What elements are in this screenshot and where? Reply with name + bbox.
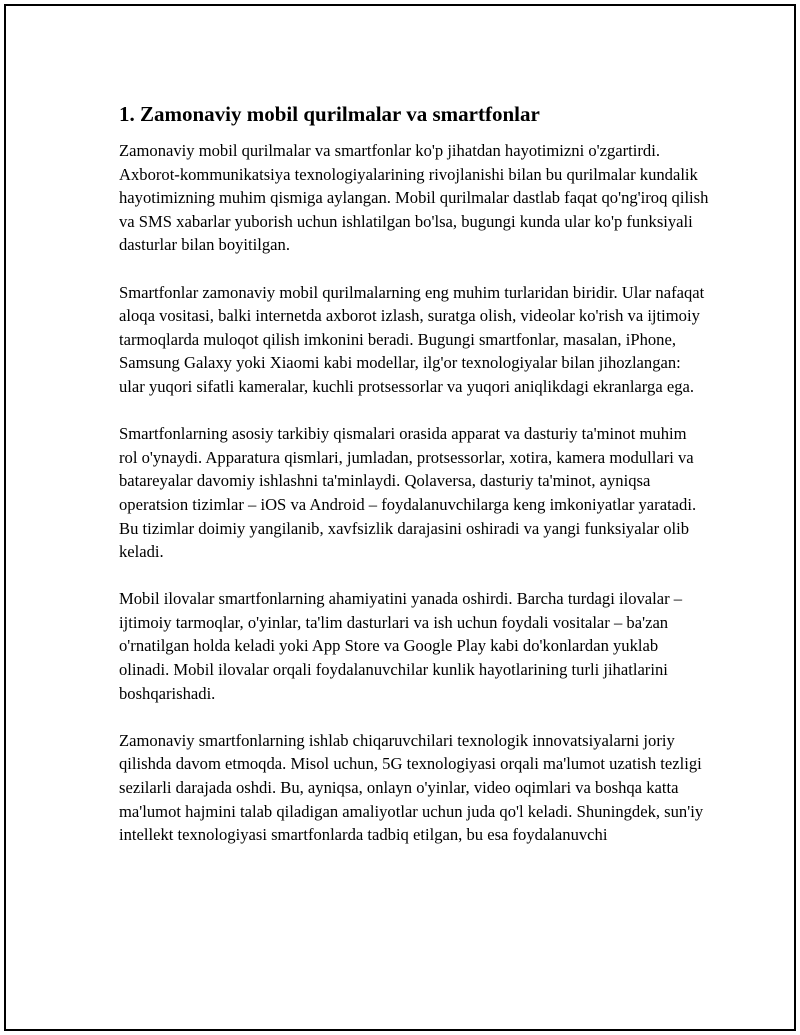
paragraph-1: Zamonaviy mobil qurilmalar va smartfonlar ko'p jihatdan hayotimizni o'zgartirdi. Axborot-kommunikatsiya texnologiyalarining rivojlanishi bilan bu qurilmalar kundalik hayotimizning muhim qismiga aylangan. Mobil qurilmalar dastlab faqat qo'ng'iroq qilish va SMS xabarlar yuborish uchun ishlatilgan bo'lsa, bugungi kunda ular ko'p funksiyali dasturlar bilan boyitilgan. [119, 141, 709, 255]
paragraph-5: Zamonaviy smartfonlarning ishlab chiqaruvchilari texnologik innovatsiyalarni joriy qilishda davom etmoqda. Misol uchun, 5G texnologiyasi orqali ma'lumot uzatish tezligi sezilarli darajada oshdi. Bu, ayniqsa, onlayn o'yinlar, video oqimlari va boshqa katta ma'lumot hajmini talab qiladigan amaliyotlar uchun juda qo'l keladi. Shuningdek, sun'iy intellekt texnologiyasi smartfonlarda tadbiq etilgan, bu esa foydalanuvchi [119, 730, 704, 845]
page-frame [4, 4, 796, 1031]
section-heading: 1. Zamonaviy mobil qurilmalar va smartfonlar [119, 102, 540, 126]
paragraph-3: Smartfonlarning asosiy tarkibiy qismalari orasida apparat va dasturiy ta'minot muhim rol o'ynaydi. Apparatura qismlari, jumladan, protsessorlar, xotira, kamera modullari va batareyalar davomiy ishlashni ta'minlaydi. Qolaversa, dasturiy ta'minot, ayniqsa operatsion tizimlar – iOS va Android – foydalanuvchilarga keng imkoniyatlar yaratadi. Bu tizimlar doimiy yangilanib, xavfsizlik darajasini oshiradi va yangi funksiyalar olib keladi. [119, 424, 697, 562]
paragraph-4: Mobil ilovalar smartfonlarning ahamiyatini yanada oshirdi. Barcha turdagi ilovalar – ijtimoiy tarmoqlar, o'yinlar, ta'lim dasturlari va ish uchun foydali vositalar – ba'zan o'rnatilgan holda keladi yoki App Store va Google Play kabi do'konlardan yuklab olinadi. Mobil ilovalar orqali foydalanuvchilar kunlik hayotlarining turli jihatlarini boshqarishadi. [119, 589, 683, 703]
document-body [119, 101, 709, 870]
paragraph-2: Smartfonlar zamonaviy mobil qurilmalarning eng muhim turlaridan biridir. Ular nafaqat aloqa vositasi, balki internetda axborot izlash, suratga olish, videolar ko'rish va ijtimoiy tarmoqlarda muloqot qilish imkonini beradi. Bugungi smartfonlar, masalan, iPhone, Samsung Galaxy yoki Xiaomi kabi modellar, ilg'or texnologiyalar bilan jihozlangan: ular yuqori sifatli kameralar, kuchli protsessorlar va yuqori aniqlikdagi ekranlarga ega. [119, 282, 705, 396]
